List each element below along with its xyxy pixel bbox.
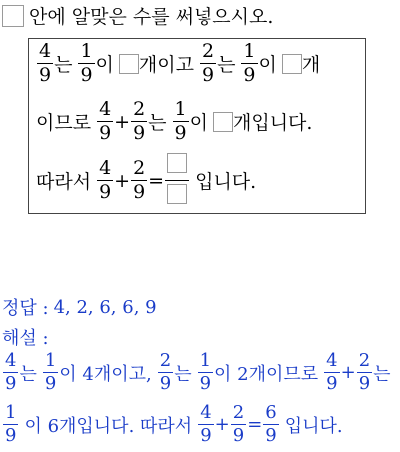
fraction: $\frac{1}{9}$ (44, 350, 57, 394)
fraction: $\frac{4}{9}$ (99, 157, 112, 203)
question-header (2, 2, 273, 29)
fraction: $\frac{4}{9}$ (326, 350, 338, 394)
answer-line (2, 294, 157, 320)
fraction: $\frac{2}{9}$ (133, 98, 146, 144)
fraction: $\frac{1}{9}$ (5, 402, 17, 446)
answer-blank-1[interactable] (119, 54, 139, 74)
explanation-line-2: $\frac{1}{9}$ 이 6개입니다. 따라서 $\frac{4}{9}$ + $\frac{2}{9}$ = $\frac{6}{9}$ 입니다. (5, 402, 343, 446)
explanation-line-1: $\frac{4}{9}$ 는 $\frac{1}{9}$ 이 4개이고, $\frac{2}{9}$ 는 $\frac{1}{9}$ 이 2개이므로 $\frac{4}{9}$ + $\frac{2}{9}$ 는 (5, 350, 391, 394)
question-row-1: $\frac{4}{9}$ 는 $\frac{1}{9}$ 이 개이고 $\frac{2}{9}$ 는 $\frac{1}{9}$ 이 개 (39, 40, 321, 86)
answer-blank-icon (2, 5, 24, 27)
fraction: $\frac{2}{9}$ (232, 402, 245, 446)
answer-blank-3[interactable] (213, 112, 233, 132)
explanation-label: 해설 : (2, 328, 49, 349)
fraction: $\frac{1}{9}$ (243, 40, 256, 86)
question-prompt: 안에 알맞은 수를 써넣으시오. (29, 6, 274, 28)
fraction: $\frac{4}{9}$ (200, 402, 212, 446)
fraction: $\frac{2}{9}$ (159, 350, 172, 394)
question-row-2: 이므로 $\frac{4}{9}$ + $\frac{2}{9}$ 는 $\frac{1}{9}$ 이 개입니다. (36, 98, 313, 144)
answer-values: 4, 2, 6, 6, 9 (53, 296, 157, 318)
fraction: $\frac{2}{9}$ (358, 350, 371, 394)
explanation-label-line (2, 324, 49, 350)
fraction: $\frac{1}{9}$ (80, 40, 93, 86)
answer-blank-5[interactable] (167, 184, 187, 204)
fraction: $\frac{4}{9}$ (99, 98, 112, 144)
question-row-3: 따라서 $\frac{4}{9}$ + $\frac{2}{9}$ = 입니다. (36, 152, 256, 209)
answer-fraction (165, 152, 189, 209)
fraction: $\frac{4}{9}$ (5, 350, 17, 394)
fraction: $\frac{1}{9}$ (174, 98, 187, 144)
answer-label: 정답 : (2, 298, 49, 319)
fraction: $\frac{2}{9}$ (133, 157, 146, 203)
fraction: $\frac{4}{9}$ (39, 40, 52, 86)
answer-blank-4[interactable] (167, 153, 187, 173)
fraction: $\frac{6}{9}$ (265, 402, 277, 446)
answer-blank-2[interactable] (282, 54, 302, 74)
fraction: $\frac{1}{9}$ (199, 350, 212, 394)
fraction: $\frac{2}{9}$ (201, 40, 215, 86)
